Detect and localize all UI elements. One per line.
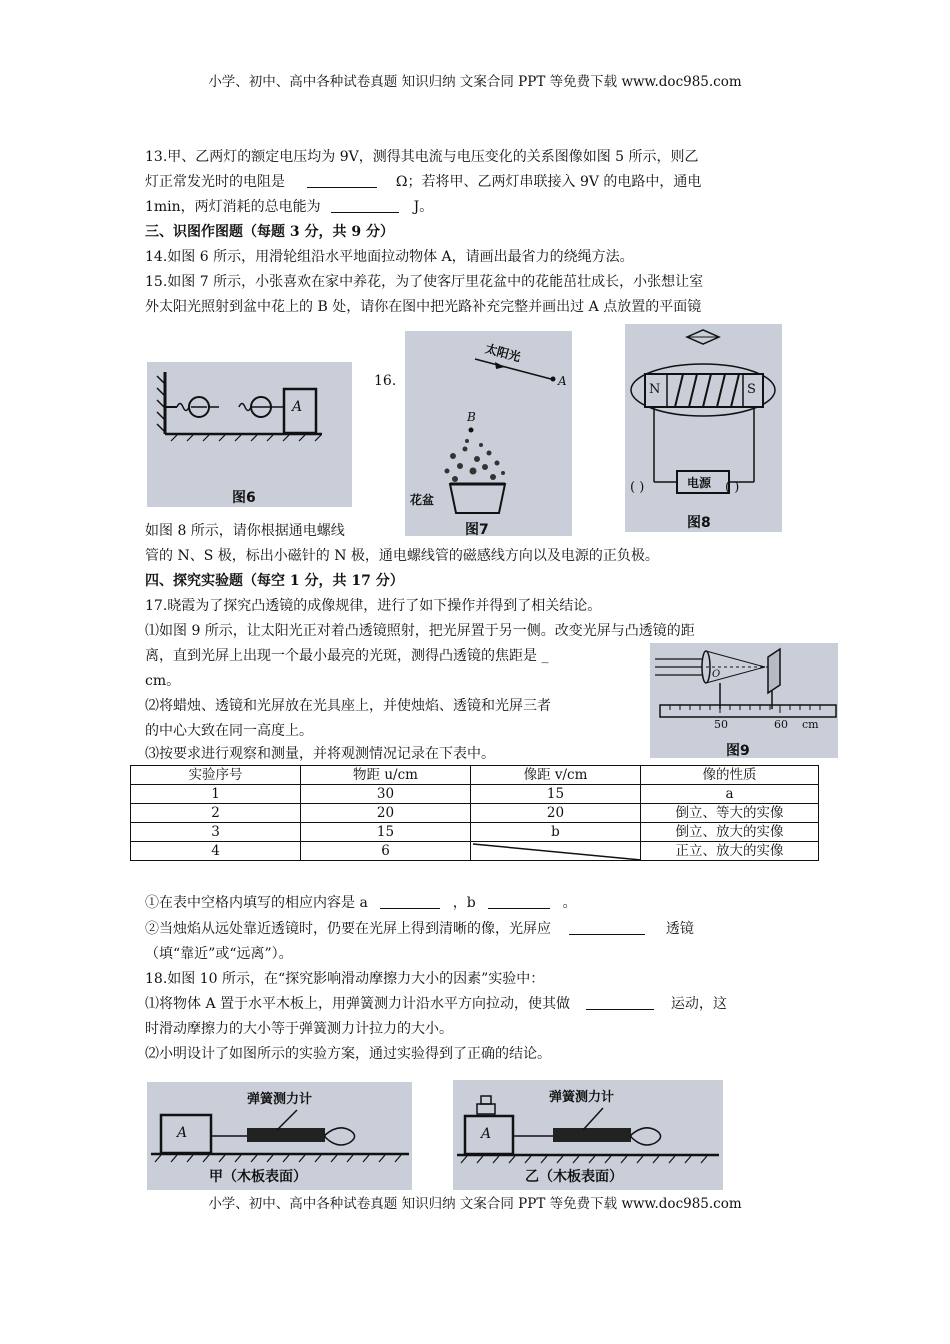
section3-title: 三、识图作图题（每题 3 分，共 9 分） — [145, 224, 394, 240]
fig7-label-b: B — [467, 410, 476, 424]
table-cell: 15 — [301, 823, 471, 842]
answer-blank-b[interactable] — [488, 894, 550, 909]
q17-step3: ⑶按要求进行观察和测量，并将观测情况记录在下表中。 — [145, 746, 495, 762]
fig6-caption: 图6 — [232, 490, 256, 506]
table-row — [131, 804, 819, 823]
figure-10-b — [453, 1080, 723, 1190]
figure-8 — [625, 324, 782, 532]
table-cell: 15 — [471, 785, 641, 804]
table-cell: 3 — [131, 823, 301, 842]
table-cell: 4 — [131, 842, 301, 861]
fig7-pot-label: 花盆 — [410, 493, 435, 507]
answer-blank-motion[interactable] — [586, 995, 654, 1010]
q13-text-a: 灯正常发光时的电阻是 — [145, 174, 285, 190]
table-cell: 6 — [301, 842, 471, 861]
q17-step2-line2: 的中心大致在同一高度上。 — [145, 723, 313, 739]
table-header-row — [131, 766, 819, 785]
q13-blank-energy[interactable] — [331, 198, 399, 213]
q16-line2: 管的 N、S 极，标出小磁针的 N 极，通电螺线管的磁感线方向以及电源的正负极。 — [145, 548, 659, 564]
q13-blank-resistance[interactable] — [307, 173, 377, 188]
q18-step1-line1 — [145, 995, 727, 1013]
fig7-caption: 图7 — [465, 522, 489, 536]
fig7-label-a: A — [558, 374, 567, 388]
answer-blank-a[interactable] — [380, 894, 440, 909]
table-cell: 倒立、放大的实像 — [641, 823, 819, 842]
fig10b-spring-scale-label: 弹簧测力计 — [549, 1090, 615, 1105]
table-header: 像距 v/cm — [471, 766, 641, 785]
figure-9 — [650, 643, 838, 758]
q17-q1-text-b: ，b — [452, 895, 476, 911]
fig9-optical-center: O — [712, 669, 721, 680]
fig10a-spring-scale-label: 弹簧测力计 — [247, 1092, 313, 1107]
table-cell-struck — [471, 842, 641, 861]
fig8-left-paren: ( ) — [630, 480, 645, 495]
q17-step1-line2: 离，直到光屏上出现一个最小最亮的光斑，测得凸透镜的焦距是 _ — [145, 648, 549, 664]
q13-line1: 13.甲、乙两灯的额定电压均为 9V，测得其电流与电压变化的关系图像如图 5 所示，则乙 — [145, 149, 699, 165]
q15-line2: 外太阳光照射到盆中花上的 B 处，请你在图中把光路补充完整并画出过 A 点放置的平面镜 — [145, 299, 702, 315]
q17-q1-text: ①在表中空格内填写的相应内容是 a — [145, 895, 368, 911]
q18-s1-text: ⑴将物体 A 置于水平木板上，用弹簧测力计沿水平方向拉动，使其做 — [145, 996, 571, 1012]
q18-step2: ⑵小明设计了如图所示的实验方案，通过实验得到了正确的结论。 — [145, 1046, 551, 1062]
answer-blank-direction[interactable] — [569, 920, 645, 935]
fig6-label-a: A — [292, 399, 303, 415]
section4-title: 四、探究实验题（每空 1 分，共 17 分） — [145, 573, 404, 589]
figure-6 — [147, 362, 352, 507]
page-header: 小学、初中、高中各种试卷真题 知识归纳 文案合同 PPT 等免费下载 www.doc985.com — [208, 74, 742, 90]
fig8-power-source: 电源 — [687, 476, 712, 490]
fig9-tick-50: 50 — [714, 718, 728, 731]
table-cell: 20 — [301, 804, 471, 823]
fig10a-label-a: A — [177, 1125, 188, 1141]
table-cell: 倒立、等大的实像 — [641, 804, 819, 823]
table-cell: a — [641, 785, 819, 804]
fig9-tick-60: 60 — [774, 718, 788, 731]
fig10b-caption: 乙（木板表面） — [525, 1169, 623, 1185]
q17-intro: 17.晓霞为了探究凸透镜的成像规律，进行了如下操作并得到了相关结论。 — [145, 598, 602, 614]
table-header: 像的性质 — [641, 766, 819, 785]
q17-step2-line1: ⑵将蜡烛、透镜和光屏放在光具座上，并使烛焰、透镜和光屏三者 — [145, 698, 551, 714]
fig9-unit: cm — [802, 718, 819, 731]
q13-text-d: J。 — [413, 199, 434, 215]
table-header: 实验序号 — [131, 766, 301, 785]
table-row — [131, 785, 819, 804]
fig8-caption: 图8 — [687, 515, 711, 531]
q13-line3 — [145, 198, 433, 216]
q17-step1-line1: ⑴如图 9 所示，让太阳光正对着凸透镜照射，把光屏置于另一侧。改变光屏与凸透镜的距 — [145, 623, 695, 639]
fig8-s-label: S — [747, 382, 756, 397]
table-cell: 1 — [131, 785, 301, 804]
q18-intro: 18.如图 10 所示，在“探究影响滑动摩擦力大小的因素”实验中： — [145, 971, 545, 987]
q17-q1-end: 。 — [562, 895, 577, 911]
fig8-n-label: N — [649, 382, 661, 397]
figure-10-a — [147, 1082, 412, 1190]
q13-line2 — [145, 173, 701, 191]
q17-q2-text-b: 透镜 — [665, 921, 694, 937]
table-cell: 20 — [471, 804, 641, 823]
q17-q2-text: ②当烛焰从远处靠近透镜时，仍要在光屏上得到清晰的像，光屏应 — [145, 921, 551, 937]
table-row — [131, 842, 819, 861]
q17-question2 — [145, 920, 694, 938]
q17-question1 — [145, 894, 577, 912]
q13-text-c: 1min，两灯消耗的总电能为 — [145, 199, 321, 215]
q16-line1: 如图 8 所示，请你根据通电螺线 — [145, 523, 345, 539]
q17-step1-line3: cm。 — [145, 673, 181, 689]
page-footer: 小学、初中、高中各种试卷真题 知识归纳 文案合同 PPT 等免费下载 www.doc985.com — [208, 1196, 742, 1212]
table-cell: b — [471, 823, 641, 842]
table-header: 物距 u/cm — [301, 766, 471, 785]
q13-text-b: Ω；若将甲、乙两灯串联接入 9V 的电路中，通电 — [395, 174, 702, 190]
table-cell: 30 — [301, 785, 471, 804]
table-row — [131, 823, 819, 842]
table-cell: 正立、放大的实像 — [641, 842, 819, 861]
q17-question2-hint: （填“靠近”或“远离”）。 — [145, 946, 293, 962]
fig10a-caption: 甲（木板表面） — [209, 1169, 307, 1185]
table-cell: 2 — [131, 804, 301, 823]
q18-s1-text-b: 运动，这 — [670, 996, 727, 1012]
fig9-caption: 图9 — [726, 743, 750, 758]
fig10b-label-a: A — [481, 1126, 492, 1142]
figure-7 — [405, 331, 572, 536]
fig7-sun-label: 太阳光 — [483, 341, 523, 365]
fig8-right-paren: ( ) — [725, 480, 740, 495]
experiment-table — [130, 765, 819, 861]
q16-number: 16. — [374, 373, 397, 389]
q15-line1: 15.如图 7 所示，小张喜欢在家中养花，为了使客厅里花盆中的花能茁壮成长，小张想让室 — [145, 274, 704, 290]
q18-step1-line2: 时滑动摩擦力的大小等于弹簧测力计拉力的大小。 — [145, 1021, 453, 1037]
q14-text: 14.如图 6 所示，用滑轮组沿水平地面拉动物体 A，请画出最省力的绕绳方法。 — [145, 249, 634, 265]
